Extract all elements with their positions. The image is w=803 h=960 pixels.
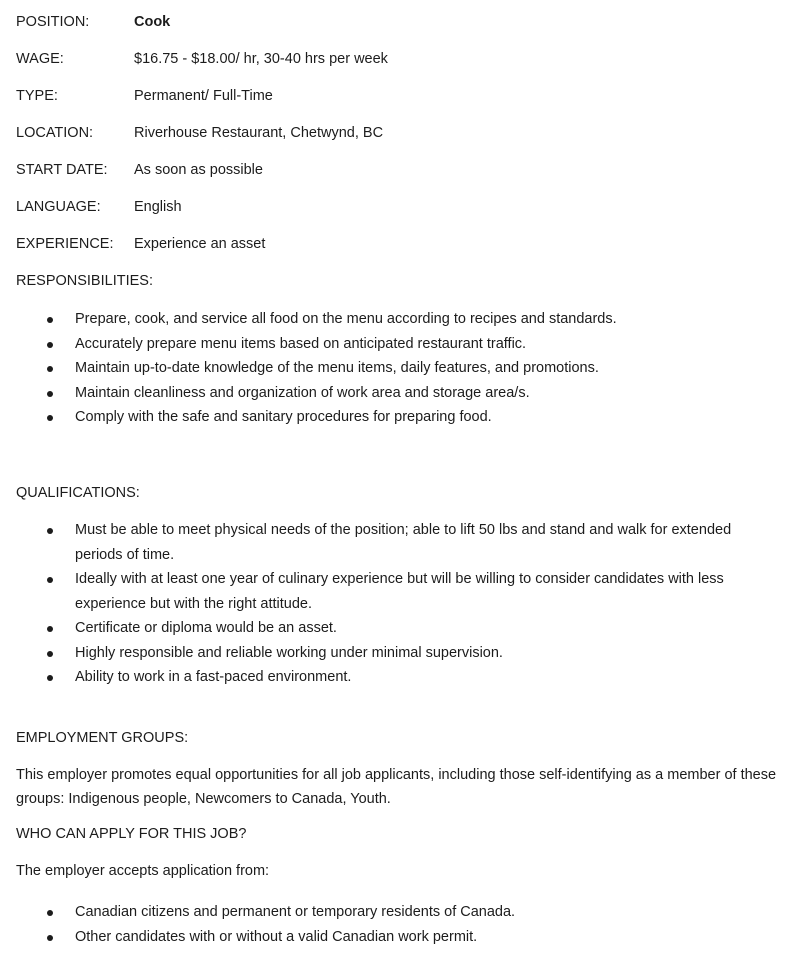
field-label: START DATE:: [16, 162, 108, 178]
list-item: Highly responsible and reliable working under minimal supervision.: [16, 641, 776, 666]
list-item: Must be able to meet physical needs of the position; able to lift 50 lbs and stand and walk for extended periods of time.: [16, 518, 776, 567]
wage-value: $16.75 - $18.00/ hr, 30-40 hrs per week: [134, 51, 388, 67]
list-item: Other candidates with or without a valid Canadian work permit.: [16, 925, 776, 950]
start-date-value: As soon as possible: [134, 162, 263, 178]
field-label: POSITION:: [16, 14, 90, 30]
qualifications-list: [16, 518, 776, 690]
field-label: LOCATION:: [16, 125, 94, 141]
responsibilities-list: [16, 307, 776, 430]
position-value: Cook: [134, 14, 171, 30]
field-label: TYPE:: [16, 88, 58, 104]
employment-groups-text: This employer promotes equal opportunities for all job applicants, including those self-identifying as a member of these groups: Indigenous people, Newcomers to Canada, Youth.: [16, 767, 777, 807]
who-can-apply-list: [16, 900, 776, 949]
list-item: Ideally with at least one year of culinary experience but will be willing to consider candidates with less experience but with the right attitude.: [16, 567, 776, 616]
list-item: Ability to work in a fast-paced environment.: [16, 665, 776, 690]
experience-value: Experience an asset: [134, 236, 266, 252]
list-item: Canadian citizens and permanent or temporary residents of Canada.: [16, 900, 776, 925]
list-item: Prepare, cook, and service all food on the menu according to recipes and standards.: [16, 307, 776, 332]
who-can-apply-intro: The employer accepts application from:: [16, 863, 270, 879]
location-value: Riverhouse Restaurant, Chetwynd, BC: [134, 125, 384, 141]
list-item: Accurately prepare menu items based on anticipated restaurant traffic.: [16, 332, 776, 357]
language-value: English: [134, 199, 182, 215]
list-item: Comply with the safe and sanitary procedures for preparing food.: [16, 405, 776, 430]
field-label: EXPERIENCE:: [16, 236, 114, 252]
responsibilities-heading: RESPONSIBILITIES:: [16, 273, 153, 289]
employment-groups-heading: EMPLOYMENT GROUPS:: [16, 730, 189, 746]
field-label: WAGE:: [16, 51, 64, 67]
list-item: Maintain cleanliness and organization of work area and storage area/s.: [16, 381, 776, 406]
field-label: LANGUAGE:: [16, 199, 101, 215]
qualifications-heading: QUALIFICATIONS:: [16, 485, 140, 501]
list-item: Maintain up-to-date knowledge of the menu items, daily features, and promotions.: [16, 356, 776, 381]
list-item: Certificate or diploma would be an asset.: [16, 616, 776, 641]
who-can-apply-heading: WHO CAN APPLY FOR THIS JOB?: [16, 826, 247, 842]
type-value: Permanent/ Full-Time: [134, 88, 273, 104]
